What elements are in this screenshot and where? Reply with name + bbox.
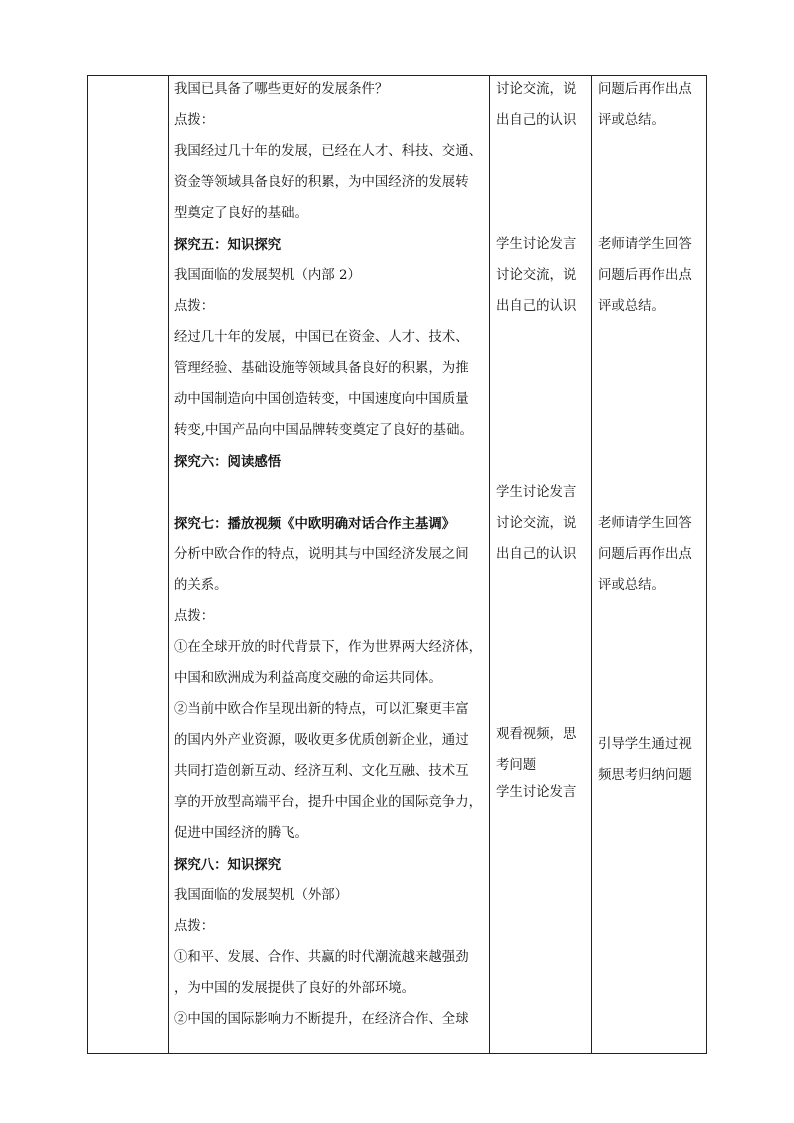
content-text-line: ②当前中欧合作呈现出新的特点，可以汇聚更丰富 xyxy=(174,702,469,717)
lesson-table xyxy=(87,75,707,1054)
teacher-text-line: 频思考归纳问题 xyxy=(598,768,692,783)
content-text-line: 经过几十年的发展，中国已在资金、人才、技术、 xyxy=(174,330,469,345)
content-text-line: 资金等领域具备良好的积累，为中国经济的发展转 xyxy=(174,175,469,190)
column-divider xyxy=(489,76,490,1053)
student-text-line: 观看视频，思 xyxy=(496,727,577,742)
content-text-line: 中国和欧洲成为利益高度交融的命运共同体。 xyxy=(174,671,442,686)
section-heading: 探究七：播放视频《中欧明确对话合作主基调》 xyxy=(174,516,456,532)
student-text-line: 出自己的认识 xyxy=(496,547,577,562)
content-text-line: 转变,中国产品向中国品牌转变奠定了良好的基础。 xyxy=(174,423,473,438)
teacher-text-line: 问题后再作出点 xyxy=(598,82,692,97)
student-text-line: 考问题 xyxy=(496,758,537,773)
student-text-line: 讨论交流，说 xyxy=(496,268,577,283)
student-text-line: 讨论交流，说 xyxy=(496,82,577,97)
student-activity-column xyxy=(496,76,588,1053)
content-text-line: 我国面临的发展契机（外部） xyxy=(174,888,349,903)
student-text-line: 讨论交流，说 xyxy=(496,516,577,531)
content-text-line: 分析中欧合作的特点，说明其与中国经济发展之间 xyxy=(174,547,469,562)
column-divider xyxy=(168,76,169,1053)
teacher-text-line: 问题后再作出点 xyxy=(598,268,692,283)
content-text-line: 点拨： xyxy=(174,113,215,128)
content-text-line: ，为中国的发展提供了良好的外部环境。 xyxy=(174,981,416,996)
teacher-activity-column xyxy=(598,76,704,1053)
content-text-line: 动中国制造向中国创造转变，中国速度向中国质量 xyxy=(174,392,469,407)
student-text-line: 学生讨论发言 xyxy=(496,237,577,252)
stage-column xyxy=(88,76,168,1053)
content-text-line: 我国经过几十年的发展，已经在人才、科技、交通、 xyxy=(174,144,482,159)
section-heading: 探究五：知识探究 xyxy=(174,237,282,253)
content-text-line: 的国内外产业资源，吸收更多优质创新企业，通过 xyxy=(174,733,469,748)
column-divider xyxy=(591,76,592,1053)
content-text-line: 享的开放型高端平台，提升中国企业的国际竞争力， xyxy=(174,795,482,810)
content-text-line: 我国已具备了哪些更好的发展条件？ xyxy=(174,82,389,97)
content-text-line: 的关系。 xyxy=(174,578,228,593)
teacher-text-line: 问题后再作出点 xyxy=(598,547,692,562)
content-text-line: 点拨： xyxy=(174,609,215,624)
content-text-line: 我国面临的发展契机（内部 2） xyxy=(174,268,361,283)
section-heading: 探究八：知识探究 xyxy=(174,857,282,873)
content-text-line: 促进中国经济的腾飞。 xyxy=(174,826,308,841)
student-text-line: 出自己的认识 xyxy=(496,113,577,128)
content-text-line: 共同打造创新互动、经济互利、文化互融、技术互 xyxy=(174,764,469,779)
student-text-line: 出自己的认识 xyxy=(496,299,577,314)
content-text-line: 点拨： xyxy=(174,299,215,314)
content-text-line: ①和平、发展、合作、共赢的时代潮流越来越强劲 xyxy=(174,950,469,965)
teacher-text-line: 老师请学生回答 xyxy=(598,516,692,531)
content-text-line: ②中国的国际影响力不断提升，在经济合作、全球 xyxy=(174,1012,469,1027)
student-text-line: 学生讨论发言 xyxy=(496,485,577,500)
content-text-line: 型奠定了良好的基础。 xyxy=(174,206,308,221)
content-text-line: ①在全球开放的时代背景下，作为世界两大经济体， xyxy=(174,640,482,655)
teacher-text-line: 评或总结。 xyxy=(598,578,665,593)
teacher-text-line: 评或总结。 xyxy=(598,113,665,128)
teacher-text-line: 评或总结。 xyxy=(598,299,665,314)
teacher-text-line: 引导学生通过视 xyxy=(598,737,692,752)
content-column xyxy=(174,76,486,1053)
section-heading: 探究六：阅读感悟 xyxy=(174,454,282,470)
content-text-line: 管理经验、基础设施等领域具备良好的积累，为推 xyxy=(174,361,469,376)
student-text-line: 学生讨论发言 xyxy=(496,785,577,800)
content-text-line: 点拨： xyxy=(174,919,215,934)
teacher-text-line: 老师请学生回答 xyxy=(598,237,692,252)
